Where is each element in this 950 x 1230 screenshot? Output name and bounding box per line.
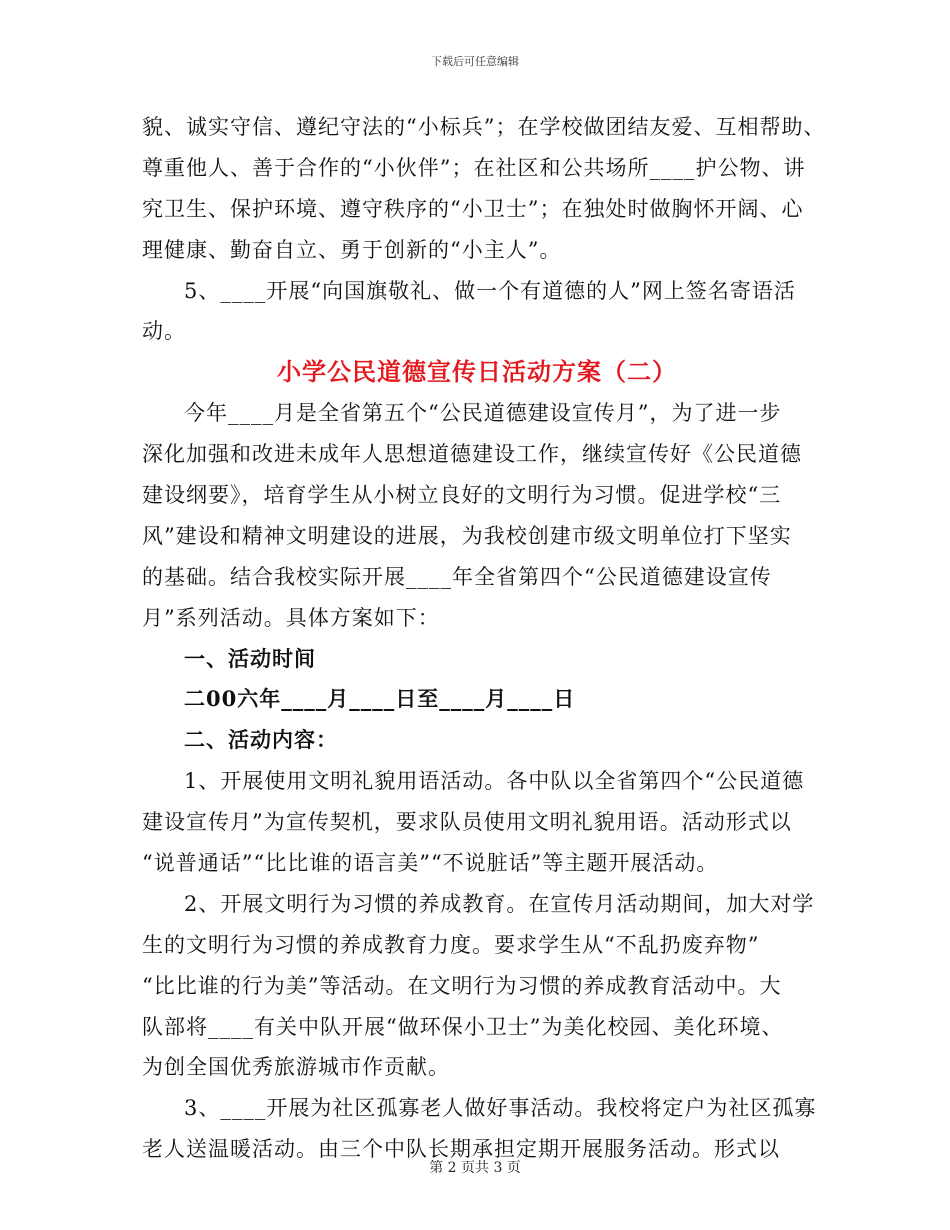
section-title: 小学公民道德宣传日活动方案（二） bbox=[277, 358, 677, 387]
intro-line: 的基础。结合我校实际开展____年全省第四个“公民道德建设宣传 bbox=[142, 564, 772, 589]
paragraph-2-line: 队部将____有关中队开展“做环保小卫士”为美化校园、美化环境、 bbox=[142, 1014, 784, 1039]
document-body bbox=[142, 107, 826, 1170]
text-line: 理健康、勤奋自立、勇于创新的“小主人”。 bbox=[142, 237, 562, 262]
text-line: 究卫生、保护环境、遵守秩序的“小卫士”；在独处时做胸怀开阔、心 bbox=[142, 196, 804, 221]
intro-line: 风”建设和精神文明建设的进展，为我校创建市级文明单位打下坚实 bbox=[142, 523, 792, 548]
paragraph-1-line: “说普通话”“比比谁的语言美”“不说脏话”等主题开展活动。 bbox=[142, 851, 719, 876]
item-5-line: 动。 bbox=[142, 319, 186, 344]
text-line: 尊重他人、善于合作的“小伙伴”；在社区和公共场所____护公物、讲 bbox=[142, 155, 806, 180]
item-5-line: 5、____开展“向国旗敬礼、做一个有道德的人”网上签名寄语活 bbox=[184, 278, 796, 303]
paragraph-2-line: 2、开展文明行为习惯的养成教育。在宣传月活动期间，加大对学 bbox=[184, 891, 815, 916]
text-line: 貌、诚实守信、遵纪守法的“小标兵”；在学校做团结友爱、互相帮助、 bbox=[142, 115, 826, 139]
paragraph-2-line: 生的文明行为习惯的养成教育力度。要求学生从“不乱扔废弃物” bbox=[142, 932, 760, 957]
intro-line: 今年____月是全省第五个“公民道德建设宣传月”，为了进一步 bbox=[184, 401, 782, 426]
page-header: 下载后可任意编辑 bbox=[431, 55, 519, 68]
paragraph-3-line: 老人送温暖活动。由三个中队长期承担定期开展服务活动。形式以 bbox=[142, 1137, 780, 1162]
paragraph-3-line: 3、____开展为社区孤寡老人做好事活动。我校将定户为社区孤寡 bbox=[184, 1096, 817, 1121]
page-footer: 第 2 页共 3 页 bbox=[429, 1160, 521, 1176]
heading-activity-time: 一、活动时间 bbox=[184, 645, 316, 671]
paragraph-1-line: 1、开展使用文明礼貌用语活动。各中队以全省第四个“公民道德 bbox=[184, 769, 805, 794]
intro-line: 深化加强和改进未成年人思想道德建设工作，继续宣传好《公民道德 bbox=[142, 442, 802, 467]
heading-activity-content: 二、活动内容： bbox=[184, 727, 338, 753]
paragraph-2-line: 为创全国优秀旅游城市作贡献。 bbox=[142, 1055, 450, 1080]
activity-date-line: 二00六年____月____日至____月____日 bbox=[184, 686, 576, 712]
paragraph-1-line: 建设宣传月”为宣传契机，要求队员使用文明礼貌用语。活动形式以 bbox=[142, 810, 792, 835]
paragraph-2-line: “比比谁的行为美”等活动。在文明行为习惯的养成教育活动中。大 bbox=[142, 973, 782, 998]
intro-line: 月”系列活动。具体方案如下： bbox=[142, 605, 440, 630]
intro-line: 建设纲要》，培育学生从小树立良好的文明行为习惯。促进学校“三 bbox=[142, 483, 782, 508]
